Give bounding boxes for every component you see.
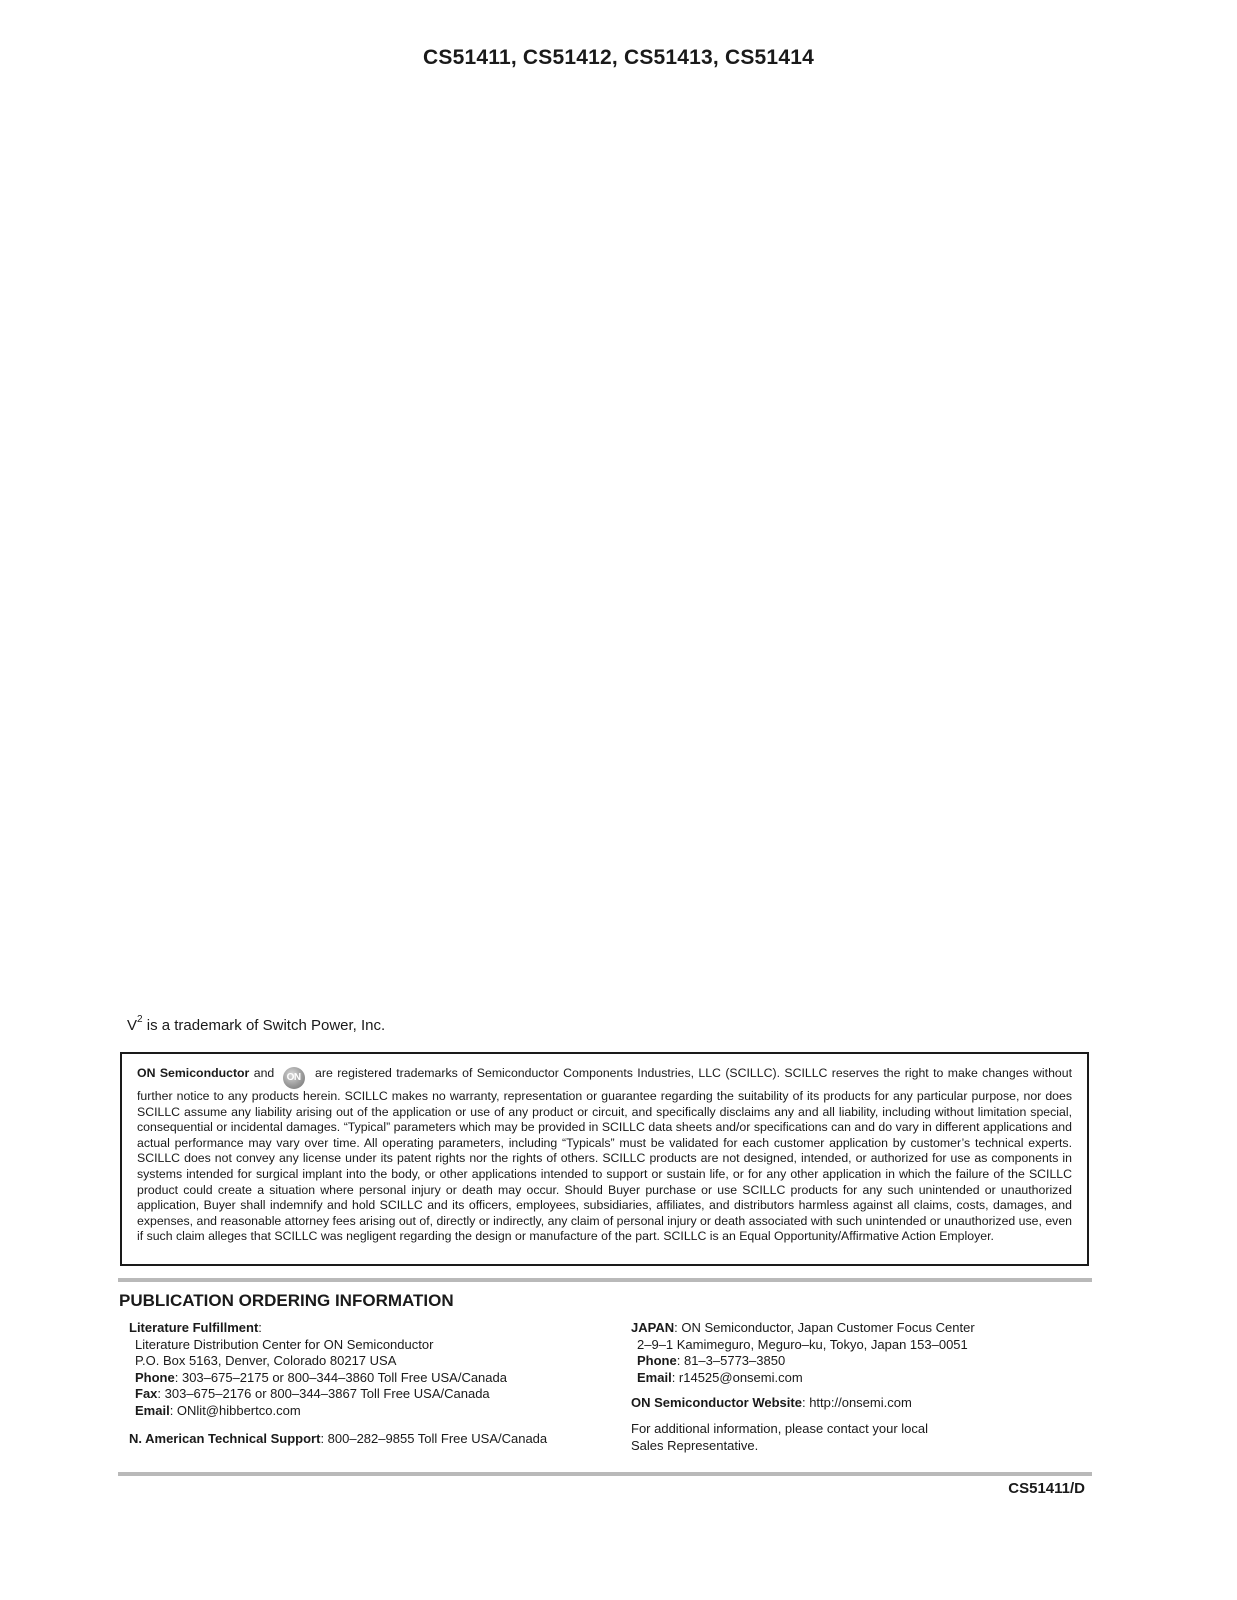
technical-support-line bbox=[129, 1431, 599, 1448]
website-line bbox=[631, 1395, 1071, 1412]
fax-value: : 303–675–2176 or 800–344–3867 Toll Free USA/Canada bbox=[157, 1386, 490, 1402]
fax-line bbox=[129, 1386, 599, 1403]
contact-line1: For additional information, please contact your local bbox=[631, 1420, 928, 1436]
disclaimer-company: ON Semiconductor bbox=[137, 1066, 250, 1080]
legal-disclaimer-box bbox=[120, 1052, 1089, 1266]
phone-line bbox=[129, 1370, 599, 1387]
email-label: Email bbox=[135, 1402, 170, 1418]
page-title: CS51411, CS51412, CS51413, CS51414 bbox=[423, 46, 814, 69]
publication-heading: PUBLICATION ORDERING INFORMATION bbox=[119, 1291, 454, 1310]
literature-fulfillment: Literature Fulfillment: bbox=[129, 1320, 262, 1335]
support-value: : 800–282–9855 Toll Free USA/Canada bbox=[320, 1430, 548, 1446]
spacer bbox=[631, 1412, 1071, 1421]
logo-text: ON bbox=[286, 1072, 301, 1083]
contact-line2: Sales Representative. bbox=[631, 1437, 759, 1453]
japan-line bbox=[631, 1320, 1071, 1337]
lit-label: Literature Fulfillment bbox=[129, 1320, 259, 1335]
japan-address: 2–9–1 Kamimeguro, Meguro–ku, Tokyo, Japan 153–0051 bbox=[637, 1336, 968, 1352]
website-label: ON Semiconductor Website bbox=[631, 1395, 802, 1411]
japan-phone-line bbox=[631, 1353, 1071, 1370]
ordering-info-left-column bbox=[129, 1320, 599, 1447]
disclaimer-and: and bbox=[253, 1066, 275, 1080]
trademark-superscript: 2 bbox=[137, 1014, 143, 1025]
japan-value: : ON Semiconductor, Japan Customer Focus Center bbox=[674, 1320, 975, 1335]
phone-value: : 303–675–2175 or 800–344–3860 Toll Free USA/Canada bbox=[174, 1369, 507, 1385]
support-label: N. American Technical Support bbox=[129, 1430, 321, 1446]
japan-phone-label: Phone bbox=[637, 1353, 677, 1369]
fax-label: Fax bbox=[135, 1386, 158, 1402]
trademark-base: V bbox=[127, 1017, 138, 1034]
website-link[interactable]: : http://onsemi.com bbox=[801, 1395, 912, 1411]
japan-email-line bbox=[631, 1370, 1071, 1387]
document-number: CS51411/D bbox=[1008, 1480, 1085, 1497]
trademark-note bbox=[127, 1014, 386, 1034]
lit-line2: P.O. Box 5163, Denver, Colorado 80217 USA bbox=[135, 1353, 397, 1369]
disclaimer-body: are registered trademarks of Semiconductor Components Industries, LLC (SCILLC). SCILLC reserves the right to make changes without further notice to any products herein. SCILLC makes no warranty, representation or guarantee regarding the suitability of its products for any particular purpose, nor does SCILLC assume any liability arising out of the application or use of any product or circuit, and specifically disclaims any and all liability, including without limitation special, consequential or incidental damages. “Typical” parameters which may be provided in SCILLC data sheets and/or specifications can and do vary in different applications and actual performance may vary over time. All operating parameters, including “Typicals” must be validated for each customer application by customer’s technical experts. SCILLC does not convey any license under its patent rights nor the rights of others. SCILLC products are not designed, intended, or authorized for use as components in systems intended for surgical implant into the body, or other applications intended to support or sustain life, or for any other application in which the failure of the SCILLC product could create a situation where personal injury or death may occur. Should Buyer purchase or use SCILLC products for any such unintended or unauthorized application, Buyer shall indemnify and hold SCILLC and its officers, employees, subsidiaries, affiliates, and distributors harmless against all claims, costs, damages, and expenses, and reasonable attorney fees arising out of, directly or indirectly, any claim of personal injury or death associated with such unintended or unauthorized use, even if such claim alleges that SCILLC was negligent regarding the design or manufacture of the part. SCILLC is an Equal Opportunity/Affirmative Action Employer. bbox=[137, 1066, 1073, 1244]
lit-line1: Literature Distribution Center for ON Semiconductor bbox=[135, 1336, 434, 1352]
divider-bottom bbox=[118, 1472, 1092, 1476]
trademark-text: is a trademark of Switch Power, Inc. bbox=[142, 1017, 386, 1034]
japan-phone-value: : 81–3–5773–3850 bbox=[676, 1353, 786, 1369]
japan-email-label: Email bbox=[637, 1369, 672, 1385]
on-semiconductor-logo-icon bbox=[283, 1067, 305, 1089]
ordering-info-right-column bbox=[631, 1320, 1071, 1454]
email-line bbox=[129, 1403, 599, 1420]
email-value: : ONlit@hibbertco.com bbox=[169, 1402, 301, 1418]
phone-label: Phone bbox=[135, 1369, 175, 1385]
spacer bbox=[631, 1386, 1071, 1395]
japan-label: JAPAN bbox=[631, 1320, 675, 1335]
japan-email-value: : r14525@onsemi.com bbox=[671, 1369, 803, 1385]
divider-top bbox=[118, 1278, 1092, 1282]
spacer bbox=[129, 1420, 599, 1431]
